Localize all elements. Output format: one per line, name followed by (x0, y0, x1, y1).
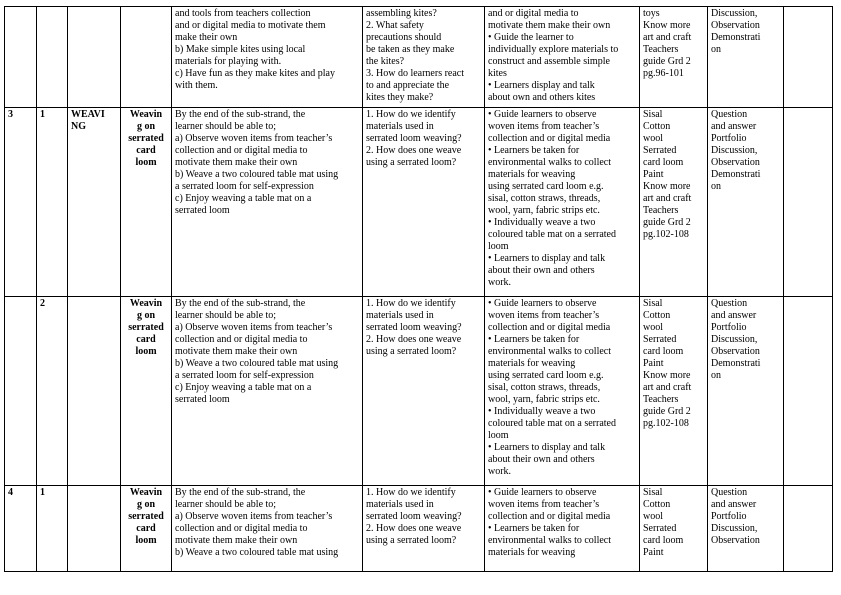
learning-experiences-cell-line: about their own and others (488, 454, 595, 465)
learning-experiences-cell-line: motivate them make their own (488, 20, 611, 31)
learning-experiences-cell-line: • Learners be taken for (488, 334, 580, 345)
learning-outcomes-cell-line: motivate them make their own (175, 157, 298, 168)
resources-cell-line: guide Grd 2 (643, 56, 691, 67)
key-inquiry-cell-line: using a serrated loom? (366, 157, 457, 168)
key-inquiry-cell-line: 2. How does one weave (366, 523, 462, 534)
assessment-cell-line: Observation (711, 20, 760, 31)
learning-outcomes-cell-line: b) Weave a two coloured table mat using (175, 358, 339, 369)
key-inquiry-cell-line: kites they make? (366, 92, 434, 103)
resources-cell-line: Teachers (643, 44, 679, 55)
key-inquiry-cell (363, 297, 485, 486)
learning-outcomes-cell-line: By the end of the sub-strand, the (175, 487, 306, 498)
resources-cell (640, 297, 708, 486)
learning-experiences-cell-line: kites (488, 68, 507, 79)
resources-cell-line: card loom (643, 346, 684, 357)
learning-outcomes-cell (172, 7, 363, 108)
learning-experiences-cell-line: sisal, cotton straws, threads, (488, 193, 601, 204)
learning-experiences-cell-line: collection and or digital media (488, 133, 611, 144)
learning-outcomes-cell-line: and or digital media to motivate them (175, 20, 326, 31)
resources-cell-line: art and craft (643, 382, 692, 393)
learning-outcomes-cell-line: c) Have fun as they make kites and play (175, 68, 335, 79)
learning-outcomes-cell-line: By the end of the sub-strand, the (175, 298, 306, 309)
key-inquiry-cell-line: 1. How do we identify (366, 298, 456, 309)
assessment-cell-line: and answer (711, 310, 757, 321)
assessment-cell-line: Portfolio (711, 511, 747, 522)
learning-experiences-cell-line: and or digital media to (488, 8, 579, 19)
learning-experiences-cell-line: using serrated card loom e.g. (488, 370, 604, 381)
learning-outcomes-cell-line: learner should be able to; (175, 499, 277, 510)
learning-outcomes-cell-line: a) Observe woven items from teacher’s (175, 133, 333, 144)
key-inquiry-cell (363, 108, 485, 297)
assessment-cell-line: Question (711, 109, 748, 120)
learning-experiences-cell-line: • Learners be taken for (488, 523, 580, 534)
learning-experiences-cell-line: materials for weaving (488, 169, 576, 180)
sub-strand-cell-line: loom (135, 535, 157, 546)
learning-experiences-cell-line: individually explore materials to (488, 44, 619, 55)
remarks-cell (784, 7, 833, 108)
key-inquiry-cell-line: using a serrated loom? (366, 346, 457, 357)
resources-cell-line: pg.102-108 (643, 229, 689, 240)
key-inquiry-cell-line: serrated loom weaving? (366, 511, 462, 522)
assessment-cell (708, 7, 784, 108)
learning-outcomes-cell-line: motivate them make their own (175, 346, 298, 357)
resources-cell-line: wool (643, 133, 663, 144)
resources-cell-line: toys (643, 8, 660, 19)
assessment-cell-line: Observation (711, 346, 760, 357)
sub-strand-cell-line: card (136, 145, 156, 156)
learning-outcomes-cell-line: b) Weave a two coloured table mat using (175, 169, 339, 180)
learning-outcomes-cell-line: motivate them make their own (175, 535, 298, 546)
learning-experiences-cell-line: sisal, cotton straws, threads, (488, 382, 601, 393)
learning-experiences-cell-line: woven items from teacher’s (488, 310, 600, 321)
resources-cell-line: guide Grd 2 (643, 217, 691, 228)
resources-cell (640, 7, 708, 108)
resources-cell-line: Cotton (643, 499, 671, 510)
learning-experiences-cell-line: environmental walks to collect (488, 157, 612, 168)
key-inquiry-cell-line: to and appreciate the (366, 80, 450, 91)
learning-experiences-cell-line: using serrated card loom e.g. (488, 181, 604, 192)
sub-strand-cell-line: Weavin (129, 298, 163, 309)
learning-experiences-cell-line: • Learners to display and talk (488, 253, 606, 264)
learning-outcomes-cell-line: collection and or digital media to (175, 334, 308, 345)
resources-cell-line: Cotton (643, 310, 671, 321)
strand-cell (68, 7, 121, 108)
assessment-cell-line: on (711, 370, 721, 381)
week-cell (5, 297, 37, 486)
strand-cell (68, 297, 121, 486)
resources-cell-line: art and craft (643, 32, 692, 43)
key-inquiry-cell-line: 2. How does one weave (366, 334, 462, 345)
resources-cell-line: art and craft (643, 193, 692, 204)
sub-strand-cell-line: serrated (128, 322, 164, 333)
resources-cell-line: Sisal (643, 298, 663, 309)
learning-experiences-cell-line: woven items from teacher’s (488, 499, 600, 510)
learning-experiences-cell-line: • Guide learners to observe (488, 109, 597, 120)
learning-experiences-cell-line: wool, yarn, fabric strips etc. (488, 394, 600, 405)
learning-experiences-cell-line: work. (488, 466, 512, 477)
lesson-cell: 1 (37, 108, 68, 297)
learning-outcomes-cell-line: serrated loom (175, 394, 230, 405)
learning-experiences-cell-line: environmental walks to collect (488, 535, 612, 546)
assessment-cell (708, 486, 784, 572)
learning-outcomes-cell-line: b) Weave a two coloured table mat using (175, 547, 339, 558)
learning-outcomes-cell-line: learner should be able to; (175, 310, 277, 321)
resources-cell-line: Serrated (643, 523, 677, 534)
learning-outcomes-cell-line: a) Observe woven items from teacher’s (175, 511, 333, 522)
learning-outcomes-cell (172, 486, 363, 572)
learning-experiences-cell-line: • Individually weave a two (488, 217, 596, 228)
learning-experiences-cell (485, 297, 640, 486)
learning-experiences-cell (485, 7, 640, 108)
learning-experiences-cell-line: • Learners display and talk (488, 80, 595, 91)
key-inquiry-cell-line: 2. What safety (366, 20, 424, 31)
key-inquiry-cell-line: 3. How do learners react (366, 68, 465, 79)
sub-strand-cell-line: loom (135, 157, 157, 168)
week-cell (5, 7, 37, 108)
learning-outcomes-cell (172, 108, 363, 297)
sub-strand-cell (121, 486, 172, 572)
table-body (5, 7, 833, 572)
resources-cell-line: pg.102-108 (643, 418, 689, 429)
remarks-cell (784, 486, 833, 572)
lesson-cell (37, 7, 68, 108)
week-cell: 3 (5, 108, 37, 297)
sub-strand-cell-line: Weavin (129, 109, 163, 120)
assessment-cell-line: Portfolio (711, 133, 747, 144)
learning-outcomes-cell-line: materials for playing with. (175, 56, 282, 67)
strand-cell: WEAVI NG (68, 108, 121, 297)
assessment-cell-line: Discussion, (711, 145, 758, 156)
assessment-cell (708, 108, 784, 297)
learning-experiences-cell-line: materials for weaving (488, 358, 576, 369)
table-row (5, 297, 833, 486)
learning-outcomes-cell-line: collection and or digital media to (175, 145, 308, 156)
resources-cell-line: card loom (643, 157, 684, 168)
key-inquiry-cell-line: materials used in (366, 499, 434, 510)
learning-experiences-cell-line: • Guide learners to observe (488, 487, 597, 498)
assessment-cell-line: Demonstrati (711, 32, 761, 43)
resources-cell-line: Paint (643, 547, 664, 558)
resources-cell-line: Serrated (643, 334, 677, 345)
resources-cell (640, 486, 708, 572)
resources-cell-line: Sisal (643, 109, 663, 120)
learning-outcomes-cell-line: a serrated loom for self-expression (175, 370, 314, 381)
learning-experiences-cell-line: construct and assemble simple (488, 56, 610, 67)
learning-outcomes-cell-line: make their own (175, 32, 238, 43)
resources-cell-line: Know more (643, 370, 691, 381)
lesson-cell: 2 (37, 297, 68, 486)
learning-experiences-cell-line: • Individually weave a two (488, 406, 596, 417)
sub-strand-cell-line: g on (136, 121, 156, 132)
learning-outcomes-cell-line: a) Observe woven items from teacher’s (175, 322, 333, 333)
learning-experiences-cell (485, 108, 640, 297)
learning-experiences-cell-line: loom (488, 241, 509, 252)
learning-outcomes-cell-line: collection and or digital media to (175, 523, 308, 534)
learning-experiences-cell-line: • Guide the learner to (488, 32, 574, 43)
assessment-cell-line: on (711, 181, 721, 192)
assessment-cell-line: Observation (711, 535, 760, 546)
learning-experiences-cell-line: environmental walks to collect (488, 346, 612, 357)
learning-outcomes-cell-line: By the end of the sub-strand, the (175, 109, 306, 120)
learning-experiences-cell (485, 486, 640, 572)
learning-outcomes-cell-line: c) Enjoy weaving a table mat on a (175, 193, 312, 204)
resources-cell-line: Serrated (643, 145, 677, 156)
key-inquiry-cell (363, 7, 485, 108)
assessment-cell-line: Question (711, 487, 748, 498)
key-inquiry-cell-line: 1. How do we identify (366, 109, 456, 120)
learning-outcomes-cell-line: a serrated loom for self-expression (175, 181, 314, 192)
lesson-cell: 1 (37, 486, 68, 572)
remarks-cell (784, 297, 833, 486)
resources-cell-line: Teachers (643, 394, 679, 405)
learning-outcomes-cell-line: and tools from teachers collection (175, 8, 311, 19)
remarks-cell (784, 108, 833, 297)
week-cell: 4 (5, 486, 37, 572)
sub-strand-cell-line: g on (136, 499, 156, 510)
learning-outcomes-cell (172, 297, 363, 486)
key-inquiry-cell-line: materials used in (366, 121, 434, 132)
resources-cell-line: Cotton (643, 121, 671, 132)
learning-outcomes-cell-line: learner should be able to; (175, 121, 277, 132)
learning-outcomes-cell-line: serrated loom (175, 205, 230, 216)
table-row (5, 486, 833, 572)
resources-cell-line: Sisal (643, 487, 663, 498)
key-inquiry-cell-line: be taken as they make (366, 44, 455, 55)
sub-strand-cell-line: Weavin (129, 487, 163, 498)
assessment-cell-line: Portfolio (711, 322, 747, 333)
key-inquiry-cell-line: precautions should (366, 32, 442, 43)
sub-strand-cell-line: card (136, 523, 156, 534)
key-inquiry-cell-line: serrated loom weaving? (366, 322, 462, 333)
assessment-cell-line: and answer (711, 499, 757, 510)
learning-outcomes-cell-line: with them. (175, 80, 218, 91)
learning-outcomes-cell-line: b) Make simple kites using local (175, 44, 306, 55)
resources-cell (640, 108, 708, 297)
key-inquiry-cell-line: assembling kites? (366, 8, 437, 19)
assessment-cell-line: on (711, 44, 721, 55)
sub-strand-cell (121, 108, 172, 297)
resources-cell-line: Know more (643, 181, 691, 192)
sub-strand-cell-line: serrated (128, 511, 164, 522)
assessment-cell-line: Question (711, 298, 748, 309)
learning-experiences-cell-line: woven items from teacher’s (488, 121, 600, 132)
learning-experiences-cell-line: about own and others kites (488, 92, 596, 103)
learning-experiences-cell-line: • Learners to display and talk (488, 442, 606, 453)
key-inquiry-cell-line: serrated loom weaving? (366, 133, 462, 144)
resources-cell-line: wool (643, 322, 663, 333)
table-row (5, 7, 833, 108)
assessment-cell-line: Demonstrati (711, 169, 761, 180)
sub-strand-cell-line: g on (136, 310, 156, 321)
key-inquiry-cell-line: 2. How does one weave (366, 145, 462, 156)
assessment-cell-line: Demonstrati (711, 358, 761, 369)
sub-strand-cell-line: serrated (128, 133, 164, 144)
learning-experiences-cell-line: loom (488, 430, 509, 441)
assessment-cell-line: Discussion, (711, 523, 758, 534)
resources-cell-line: Paint (643, 358, 664, 369)
learning-experiences-cell-line: collection and or digital media (488, 322, 611, 333)
assessment-cell (708, 297, 784, 486)
resources-cell-line: pg.96-101 (643, 68, 684, 79)
learning-experiences-cell-line: coloured table mat on a serrated (488, 229, 616, 240)
resources-cell-line: card loom (643, 535, 684, 546)
resources-cell-line: Teachers (643, 205, 679, 216)
key-inquiry-cell-line: 1. How do we identify (366, 487, 456, 498)
assessment-cell-line: Discussion, (711, 334, 758, 345)
assessment-cell-line: Discussion, (711, 8, 758, 19)
resources-cell-line: wool (643, 511, 663, 522)
resources-cell-line: Know more (643, 20, 691, 31)
sub-strand-cell (121, 7, 172, 108)
learning-experiences-cell-line: wool, yarn, fabric strips etc. (488, 205, 600, 216)
learning-experiences-cell-line: work. (488, 277, 512, 288)
key-inquiry-cell-line: using a serrated loom? (366, 535, 457, 546)
resources-cell-line: Paint (643, 169, 664, 180)
learning-experiences-cell-line: coloured table mat on a serrated (488, 418, 616, 429)
sub-strand-cell (121, 297, 172, 486)
table-row (5, 108, 833, 297)
strand-cell (68, 486, 121, 572)
learning-experiences-cell-line: about their own and others (488, 265, 595, 276)
learning-experiences-cell-line: materials for weaving (488, 547, 576, 558)
learning-experiences-cell-line: • Learners be taken for (488, 145, 580, 156)
assessment-cell-line: and answer (711, 121, 757, 132)
learning-experiences-cell-line: collection and or digital media (488, 511, 611, 522)
sub-strand-cell-line: card (136, 334, 156, 345)
key-inquiry-cell-line: the kites? (366, 56, 405, 67)
scheme-of-work-table (4, 6, 833, 572)
sub-strand-cell-line: loom (135, 346, 157, 357)
learning-experiences-cell-line: • Guide learners to observe (488, 298, 597, 309)
key-inquiry-cell-line: materials used in (366, 310, 434, 321)
key-inquiry-cell (363, 486, 485, 572)
resources-cell-line: guide Grd 2 (643, 406, 691, 417)
learning-outcomes-cell-line: c) Enjoy weaving a table mat on a (175, 382, 312, 393)
assessment-cell-line: Observation (711, 157, 760, 168)
